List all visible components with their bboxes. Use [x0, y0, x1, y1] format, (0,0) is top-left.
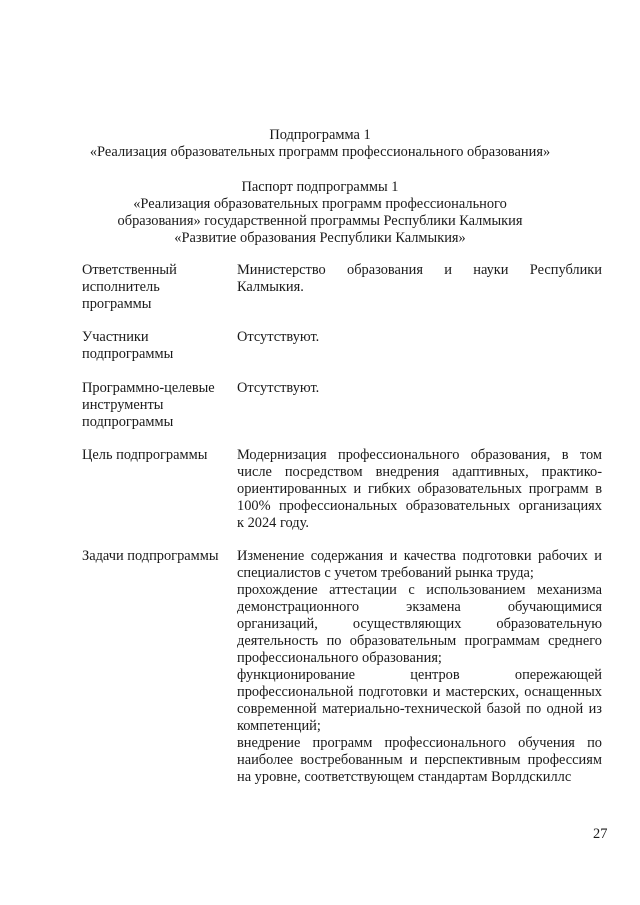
row-content-line: современной материально-технической базой по одной из — [237, 701, 602, 717]
row-content-line: к 2024 году. — [237, 515, 309, 531]
row-label-line: Цель подпрограммы — [82, 447, 208, 463]
row-label — [82, 262, 232, 313]
row-content-line: деятельность по образовательным программам среднего — [237, 633, 602, 649]
row-content — [237, 380, 602, 397]
row-content — [237, 548, 602, 786]
row-label — [82, 447, 232, 464]
row-label-line: Программно-целевые — [82, 380, 215, 396]
row-label-line: исполнитель — [82, 279, 160, 295]
row-label — [82, 548, 232, 565]
passport-name-line: «Реализация образовательных программ профессионального — [133, 196, 507, 212]
row-content — [237, 329, 602, 346]
row-label-line: программы — [82, 296, 152, 312]
row-content-line: Отсутствуют. — [237, 329, 320, 345]
row-content-line: 100% профессиональных образовательных организациях — [237, 498, 602, 514]
subprogram-name: «Реализация образовательных программ профессионального образования» — [89, 144, 551, 160]
row-content-line: Отсутствуют. — [237, 380, 320, 396]
passport-heading — [60, 179, 580, 247]
subprogram-heading — [60, 127, 580, 161]
row-content-line: компетенций; — [237, 718, 321, 734]
row-content-line: на уровне, соответствующем стандартам Ворлдскиллс — [237, 769, 572, 785]
row-content-line: наиболее востребованным и перспективным профессиям — [237, 752, 602, 768]
row-label-line: Участники — [82, 329, 149, 345]
row-label-line: подпрограммы — [82, 414, 174, 430]
passport-name-line: образования» государственной программы Республики Калмыкия — [117, 213, 523, 229]
row-content-line: Калмыкия. — [237, 279, 304, 295]
row-content-line: внедрение программ профессионального обучения по — [237, 735, 602, 751]
row-content-line: числе посредством внедрения адаптивных, практико- — [237, 464, 602, 480]
row-content-line: специалистов с учетом требований рынка труда; — [237, 565, 534, 581]
row-label-line: подпрограммы — [82, 346, 174, 362]
row-label-line: инструменты — [82, 397, 164, 413]
row-content-line: Изменение содержания и качества подготовки рабочих и — [237, 548, 602, 564]
page-number: 27 — [593, 826, 608, 842]
row-label — [82, 380, 232, 431]
row-content-line: организаций, осуществляющих образовательную — [237, 616, 602, 632]
passport-name-line: «Развитие образования Республики Калмыкия» — [174, 230, 466, 246]
row-label-line: Ответственный — [82, 262, 177, 278]
row-content-line: ориентированных и гибких образовательных программ в — [237, 481, 602, 497]
row-content-line: профессионального образования; — [237, 650, 442, 666]
subprogram-title: Подпрограмма 1 — [269, 127, 371, 143]
row-content-line: профессиональной подготовки и мастерских, оснащенных — [237, 684, 602, 700]
row-content-line: прохождение аттестации с использованием механизма — [237, 582, 602, 598]
row-label — [82, 329, 232, 363]
row-content-line: функционирование центров опережающей — [237, 667, 602, 683]
row-label-line: Задачи подпрограммы — [82, 548, 219, 564]
row-content-line: Министерство образования и науки Республики — [237, 262, 602, 278]
row-content-line: Модернизация профессионального образования, в том — [237, 447, 602, 463]
passport-title: Паспорт подпрограммы 1 — [241, 179, 399, 195]
row-content-line: демонстрационного экзамена обучающимися — [237, 599, 602, 615]
row-content — [237, 447, 602, 532]
row-content — [237, 262, 602, 296]
